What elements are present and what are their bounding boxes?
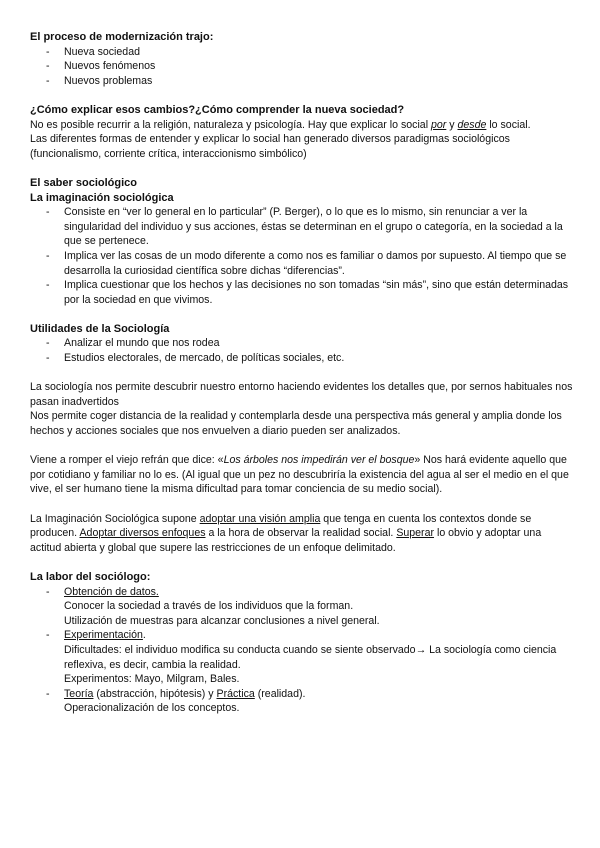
- paragraph-descubrir-entorno: La sociología nos permite descubrir nuestro entorno haciendo evidentes los detalles que, por sernos habituales nos pasan inadvertidos: [30, 381, 573, 408]
- labor-detail: Operacionalización de los conceptos.: [64, 702, 240, 715]
- list-item: - Nuevos fenómenos: [30, 59, 575, 74]
- underline-diversos-enfoques: Adoptar diversos enfoques: [79, 527, 206, 540]
- labor-detail: Experimentos: Mayo, Milgram, Bales.: [64, 673, 240, 686]
- utilidades-list: [30, 336, 575, 365]
- heading-utilidades: Utilidades de la Sociología: [30, 322, 170, 335]
- document-body: [30, 30, 575, 716]
- emphasis-por: por: [431, 118, 447, 131]
- quote-refran: Los árboles nos impedirán ver el bosque: [223, 454, 415, 467]
- imaginacion-list: [30, 205, 575, 307]
- underline-superar: Superar: [396, 527, 435, 540]
- underline-vision-amplia: adoptar una visión amplia: [199, 512, 321, 525]
- heading-saber-sociologico: El saber sociológico: [30, 176, 137, 189]
- list-item: - Experimentación.: [30, 628, 575, 643]
- heading-como-explicar: ¿Cómo explicar esos cambios?¿Cómo comprender la nueva sociedad?: [30, 103, 405, 116]
- labor-detail: Utilización de muestras para alcanzar conclusiones a nivel general.: [64, 614, 380, 627]
- paragraph-coger-distancia: Nos permite coger distancia de la realidad y contemplarla desde una perspectiva más general y amplia donde los hechos y acciones sociales que nos envuelven a diario pueden ser analizados.: [30, 410, 562, 438]
- underline-practica: Práctica: [216, 687, 255, 700]
- emphasis-desde: desde: [457, 118, 487, 131]
- paragraph-paradigmas: Las diferentes formas de entender y explicar lo social han generado diversos paradigmas sociológicos (funcionalismo, corriente crítica, interaccionismo simbólico): [30, 133, 510, 160]
- list-item: - Nuevos problemas: [30, 74, 575, 89]
- list-item: - Implica ver las cosas de un modo diferente a como nos es familiar o damos por supuesto. Al tiempo que se desarrolla la curiosidad científica sobre dichas “diferencias”.: [30, 249, 575, 278]
- heading-modernizacion: El proceso de modernización trajo:: [30, 31, 214, 43]
- list-item: - Implica cuestionar que los hechos y las decisiones no son tomadas “sin más”, sino que están determinadas por la sociedad en que vivimos.: [30, 278, 575, 307]
- list-item: - Nueva sociedad: [30, 45, 575, 60]
- underline-obtencion: Obtención de datos.: [64, 585, 159, 598]
- paragraph-explicar-social: No es posible recurrir a la religión, naturaleza y psicología. Hay que explicar lo social por y desde lo social.: [30, 118, 531, 131]
- list-item: - Consiste en “ver lo general en lo particular” (P. Berger), o lo que es lo mismo, sin renunciar a ver la singularidad del individuo y sus acciones, éstas se determinan en el grupo o categoría, en la sociedad a la que se pertenece.: [30, 205, 575, 249]
- paragraph-refran: Viene a romper el viejo refrán que dice: «Los árboles nos impedirán ver el bosque» Nos hará evidente aquello que por cotidiano y familiar no lo es. (Al igual que un pez no descubriría la existencia del agua al ser el medio en el que vive, el ser humano tiene la misma dificultad para tomar conciencia de su medio social).: [30, 454, 569, 496]
- labor-list: [30, 585, 575, 600]
- list-item: [30, 585, 575, 600]
- modernizacion-list: [30, 45, 575, 89]
- heading-imaginacion-sociologica: La imaginación sociológica: [30, 191, 174, 204]
- labor-detail: Conocer la sociedad a través de los individuos que la forman.: [64, 600, 354, 613]
- underline-teoria: Teoría: [64, 687, 94, 700]
- list-item: - Teoría (abstracción, hipótesis) y Práctica (realidad).: [30, 687, 575, 702]
- list-item: - Estudios electorales, de mercado, de políticas sociales, etc.: [30, 351, 575, 366]
- labor-detail: Dificultades: el individuo modifica su conducta cuando se siente observado→ La sociología como ciencia reflexiva, es decir, cambia la realidad.: [64, 643, 557, 671]
- underline-experimentacion: Experimentación: [64, 629, 143, 642]
- list-item: - Analizar el mundo que nos rodea: [30, 336, 575, 351]
- heading-labor-sociologo: La labor del sociólogo:: [30, 570, 151, 583]
- paragraph-imaginacion-supone: La Imaginación Sociológica supone adoptar una visión amplia que tenga en cuenta los contextos donde se producen. Adoptar diversos enfoques a la hora de observar la realidad social. Superar lo obvio y adoptar una actitud abierta y global que supere las restricciones de un enfoque delimitado.: [30, 512, 542, 554]
